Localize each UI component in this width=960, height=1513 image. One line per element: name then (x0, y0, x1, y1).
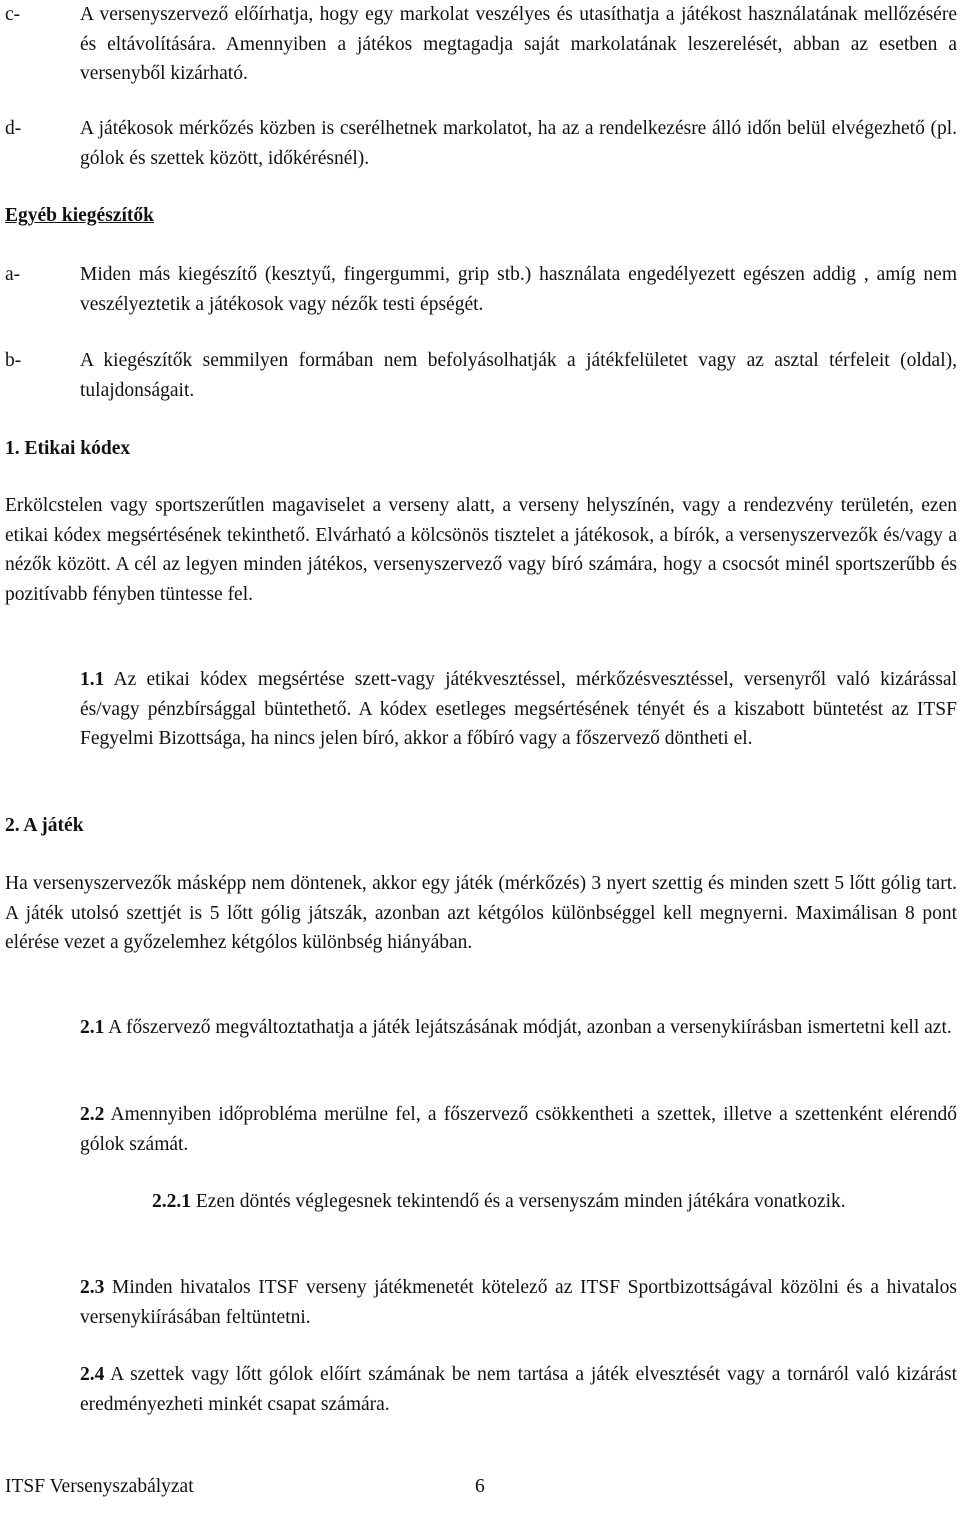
list-item-text: A játékosok mérkőzés közben is cserélhetnek markolatot, ha az a rendelkezésre álló időn belül elvégezhető (pl. gólok és szettek között, időkérésnél). (80, 118, 957, 169)
list-marker: c- (5, 4, 21, 25)
section-text: Az etikai kódex megsértése szett-vagy játékvesztéssel, mérkőzésvesztéssel, versenyről való kizárással és/vagy pénzbírsággal büntethető. A kódex esetleges megsértésének tényét és a kiszabott büntetést az ITSF Fegyelmi Bizottsága, ha nincs jelen bíró, akkor a főbíró vagy a főszervező döntheti el. (80, 669, 957, 749)
list-marker: b- (5, 350, 22, 371)
page-footer (5, 1472, 485, 1502)
section-number: 2.2 (80, 1104, 105, 1125)
section-heading-ethics: 1. Etikai kódex (5, 438, 131, 459)
list-marker: d- (5, 118, 22, 139)
subsection-2-3 (80, 1273, 957, 1332)
subsection-1-1 (80, 665, 957, 754)
section-heading-game: 2. A játék (5, 815, 84, 836)
paragraph-game: Ha versenyszervezők másképp nem döntenek, akkor egy játék (mérkőzés) 3 nyert szettig és minden szett 5 lőtt gólig tart. A játék utolsó szettjét is 5 lőtt gólig játszák, azonban azt kétgólos különbséggel kell megnyerni. Maximálisan 8 pont elérése vezet a győzelemhez kétgólos különbség hiányában. (5, 873, 957, 953)
section-number: 2.1 (80, 1017, 105, 1038)
list-marker: a- (5, 264, 21, 285)
paragraph-ethics: Erkölcstelen vagy sportszerűtlen magaviselet a verseny alatt, a verseny helyszínén, vagy a rendezvény területén, ezen etikai kódex megsértésének tekinthető. Elvárható a kölcsönös tisztelet a játékosok, a bírók, a versenyszervezők és/vagy a nézők között. A cél az legyen minden játékos, versenyszervező vagy bíró számára, hogy a csocsót minél sportszerűbb és pozitívabb fényben tüntesse fel. (5, 495, 957, 605)
page-number: 6 (475, 1476, 485, 1497)
list-item-text: Miden más kiegészítő (kesztyű, fingergummi, grip stb.) használata engedélyezett egészen addig , amíg nem veszélyeztetik a játékosok vagy nézők testi épségét. (80, 264, 957, 315)
section-text: Ezen döntés véglegesnek tekintendő és a versenyszám minden játékára vonatkozik. (191, 1191, 846, 1212)
subsection-2-4 (80, 1360, 957, 1419)
list-item-text: A kiegészítők semmilyen formában nem befolyásolhatják a játékfelületet vagy az asztal térfeleit (oldal), tulajdonságait. (80, 350, 957, 401)
section-number: 1.1 (80, 669, 105, 690)
section-number: 2.2.1 (152, 1191, 191, 1212)
subsection-2-2-1 (152, 1187, 957, 1217)
subsection-2-2 (80, 1100, 957, 1159)
section-text: Amennyiben időprobléma merülne fel, a főszervező csökkentheti a szettek, illetve a szettenként elérendő gólok számát. (80, 1104, 957, 1155)
section-text: A főszervező megváltoztathatja a játék lejátszásának módját, azonban a versenykiírásban ismertetni kell azt. (104, 1017, 952, 1038)
list-item-text: A versenyszervező előírhatja, hogy egy markolat veszélyes és utasíthatja a játékost használatának mellőzésére és eltávolítására. Amennyiben a játékos megtagadja saját markolatának leszerelését, abban az esetben a versenyből kizárható. (80, 4, 957, 84)
section-heading-accessories: Egyéb kiegészítők (5, 205, 154, 226)
footer-title: ITSF Versenyszabályzat (5, 1476, 194, 1497)
subsection-2-1 (80, 1013, 957, 1043)
section-text: A szettek vagy lőtt gólok előírt számának be nem tartása a játék elvesztését vagy a tornáról való kizárást eredményezheti minkét csapat számára. (80, 1364, 957, 1415)
section-text: Minden hivatalos ITSF verseny játékmenetét kötelező az ITSF Sportbizottságával közölni és a hivatalos versenykiírásában feltüntetni. (80, 1277, 957, 1328)
section-number: 2.3 (80, 1277, 105, 1298)
section-number: 2.4 (80, 1364, 105, 1385)
